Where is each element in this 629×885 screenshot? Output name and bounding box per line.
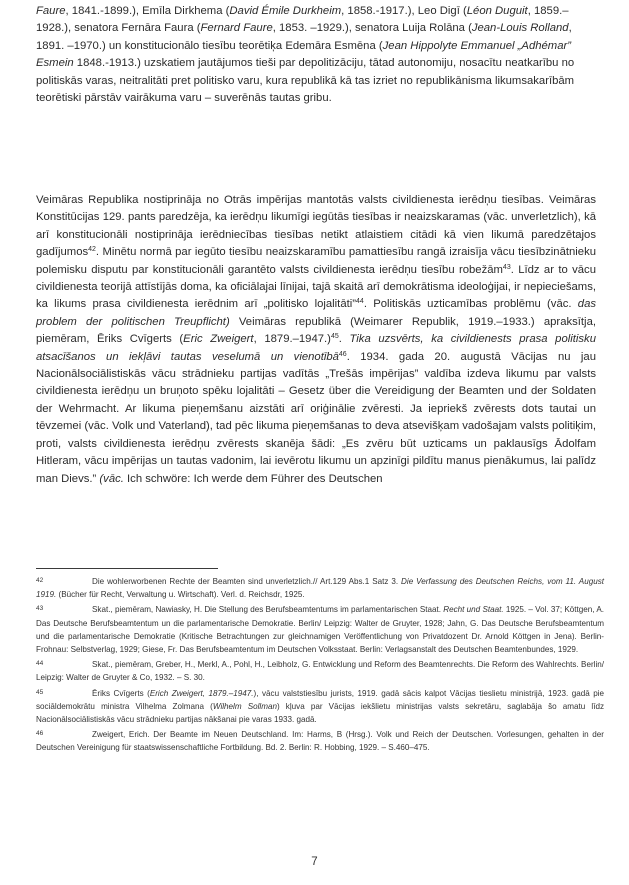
name-ref: Jean Hippolyte Emmanuel „Adhémar” Esmein — [36, 39, 572, 70]
text-run: . Minētu normā par iegūto tiesību neaizskaramību pamattiesību rangā izraisīja vācu tiesībzinātnieku polemisku disputu par konstitucionāli garantēto valsts civildienesta ierēdņu tiesību robežām — [36, 246, 596, 276]
text-run: , 1858.-1917.), Leo Digī ( — [341, 5, 467, 17]
footnote-42 — [36, 574, 604, 601]
footnote-number: 43 — [36, 605, 44, 613]
footnote-number: 46 — [36, 730, 44, 738]
text-run: , 1859.–1928.), senatora Fernāra Faura ( — [36, 5, 569, 35]
footnote-ref-46[interactable]: 46 — [338, 350, 347, 358]
text-run: . — [338, 333, 350, 346]
text-run: . Līdz ar to vācu civildienesta teorijā attīstījās doma, ka oficiālajai līnijai, tajā skaitā arī demokrātisma ideoloģijai, ir nepieciešams, ka likums prasa civildienesta ierēdnim arī „politisko lojalitāti” — [36, 263, 596, 311]
footnote-text: (Bücher für Recht, Verwaltung u. Wirtschaft). Verl. d. Reichsdr, 1925. — [56, 590, 305, 600]
name-ref: Jean-Louis Rolland — [471, 22, 569, 35]
footnote-ref-44[interactable]: 44 — [356, 298, 364, 306]
text-run: Ich schwöre: Ich werde dem Führer des Deutschen — [123, 472, 383, 485]
footnote-text: Die wohlerworbenen Rechte der Beamten sind unverletzlich.// Art.129 Abs.1 Satz 3. — [92, 577, 402, 586]
italic-emphasis: Tika uzsvērts, ka civildienests prasa politisku atsacīšanos un iekļāvi tautas veselumā un vienotībā — [36, 333, 596, 363]
italic-term: das problem der politischen Treupflicht) — [36, 298, 596, 328]
name-ref: Faure — [36, 5, 66, 17]
text-run: , 1891. –1970.) un konstitucionālo tiesību teorētiķa Edemāra Esmēna ( — [36, 22, 572, 52]
footnote-separator — [36, 568, 218, 569]
footnote-45 — [36, 686, 604, 727]
text-run: , 1841.-1899.), Emīla Dirkhema ( — [65, 5, 230, 17]
footnotes — [36, 574, 604, 756]
footnote-text: Skat., piemēram, Nawiasky, H. Die Stellung des Berufsbeamtentums im parlamentarischen Staat. — [92, 605, 444, 615]
footnote-ref-45[interactable]: 45 — [330, 333, 339, 341]
footnote-text: Ēriks Cvīgerts ( — [92, 688, 150, 698]
paragraph-1-text — [36, 3, 596, 107]
paragraph-2 — [36, 192, 596, 488]
footnote-title: Erich Zweigert, 1879.–1947. — [149, 688, 254, 698]
footnote-number: 44 — [36, 660, 44, 668]
paragraph-1 — [36, 3, 596, 107]
footnote-46 — [36, 727, 604, 754]
footnote-title: Wilhelm Sollman — [212, 701, 277, 711]
text-run: 1848.-1913.) uzskatiem jautājumos tieši par depolitizāciju, tātad autonomiju, nosacītu neatkarību no politiskās varas, neitralitāti pret politisko varu, kura republikā kā tas izriet no republikānisma likumsakarībām teorētiski pārstāv vairākuma varu – suverēnās tautas gribu. — [36, 57, 575, 105]
footnote-ref-43[interactable]: 43 — [502, 263, 511, 271]
text-run: Veimāras republikā (Weimarer Republik, 1919.–1933.) apraksītja, piemēram, Ēriks Cvīgerts ( — [36, 315, 596, 346]
footnote-44 — [36, 657, 604, 684]
footnote-text: ), vācu valststiesību jurists, 1919. gadā sācis kalpot Vācijas tieslietu ministrijā, 1923. gadā pie sociāldemokrātu ministra Vilhelma Zolmana ( — [36, 688, 604, 711]
text-run: , 1879.–1947.) — [253, 333, 331, 346]
footnote-number: 45 — [36, 688, 44, 696]
footnote-43 — [36, 602, 604, 656]
italic-term: (vāc. — [96, 472, 124, 485]
name-ref: Fernard Faure — [200, 22, 273, 35]
footnote-number: 42 — [36, 577, 44, 584]
footnote-text: Skat., piemēram, Greber, H., Merkl, A., Pohl, H., Leibholz, G. Entwicklung und Reform des Beamtenrechts. Die Reform des Wahlrechts. Berlin/ Leipzig: Walter de Gruyter & Co, 1932. – S. 30. — [36, 660, 604, 683]
footnote-text: Zweigert, Erich. Der Beamte im Neuen Deutschland. Im: Harms, B (Hrsg.). Volk und Reich der Deutschen. Vorlesungen, gehalten in der Deutschen Vereinigung für staatswissenschaftliche Fortbildung. Bd. 2. Berlin: R. Hobbing, 1929. – S.460–475. — [36, 730, 604, 753]
text-run: , 1853. –1929.), senatora Luija Rolāna ( — [272, 22, 472, 35]
paragraph-2-text — [36, 192, 596, 488]
footnote-title: Die Verfassung des Deutschen Reichs, vom 11. August 1919. — [36, 577, 604, 600]
footnote-text: 1925. – Vol. 37; Köttgen, A. Das Deutsche Berufsbeamtentum un die parlamentarische Demokratie. Berlin/ Leipzig: Walter de Gruyter, 1928; Jahn, G. Das Deutsche Berufsbeamtentum und die parlamentarische Demokratie (Kritische Betrachtungen zur gleichnamigen Veröffentlichung von Privatdozent Dr. Arnold Köttgen in Jena). Berlin-Frohnau: Selbstverlag, 1929; Giese, Fr. Das Berufsbeamtentum im Deutschen Volksstaat. Berlin: Verlagsanstalt des Deutschen Beamtenbundes, 1929. — [36, 605, 604, 655]
text-run: . Politiskās uzticamības problēmu (vāc. — [363, 298, 578, 311]
text-run: Veimāras Republika nostiprināja no Otrās impērijas mantotās valsts civildienesta ierēdņu tiesības. Veimāras Konstitūcijas 129. pants paredzēja, ka ierēdņu likumīgi iegūtās tiesības ir neaizskaramas (vāc. unverletzlich), kā arī konstitucionāli nostiprināja ierēdniecības tiesības netikt atlaistiem citādi kā vien likumā paredzētajos gadījumos — [36, 194, 596, 259]
name-ref: Léon Duguit — [466, 5, 528, 17]
footnote-title: Recht und Staat. — [443, 605, 504, 615]
name-ref: David Émile Durkheim — [229, 5, 342, 17]
text-run: . 1934. gada 20. augustā Vācijas nu jau Nacionālsociālistiskās vācu strādnieku partijas vadītās „Trešās impērijas” valdība izdeva likumu par valsts civildienesta ierēdņu un bruņoto spēku lojalitāti – Gesetz über die Vereidigung der Beamten und der Soldaten der Wehrmacht. Ar likuma pieņemšanu aizstāti arī oriģinālie zvēresti. Ja iepriekš zvērests dots tautai un tēvzemei (vāc. Volk und Vaterland), tad pēc likuma pieņemšanas to deva atsevišķam vadošajam valsts politiķim, proti, valsts civildienesta ierēdņu zvērests skanēja šādi: „Es zvēru būt uzticams un paklausīgs Ādolfam Hitleram, vācu impērijas un tautas vadonim, lai ievērotu likumu un apzinīgi pildītu manus pienākumus, lai palīdz man Dievs.” — [36, 350, 596, 485]
name-ref: Eric Zweigert — [183, 333, 254, 346]
page-number: 7 — [311, 856, 318, 868]
footnote-text: ) kļuva par Vācijas iekšlietu ministrijas valsts sekretāru, saglabāja šo amatu līdz Nacionālsociālistiskās vācu strādnieku partijas nākšanai pie varas 1933. gadā. — [36, 701, 604, 725]
footnote-ref-42[interactable]: 42 — [88, 246, 96, 254]
